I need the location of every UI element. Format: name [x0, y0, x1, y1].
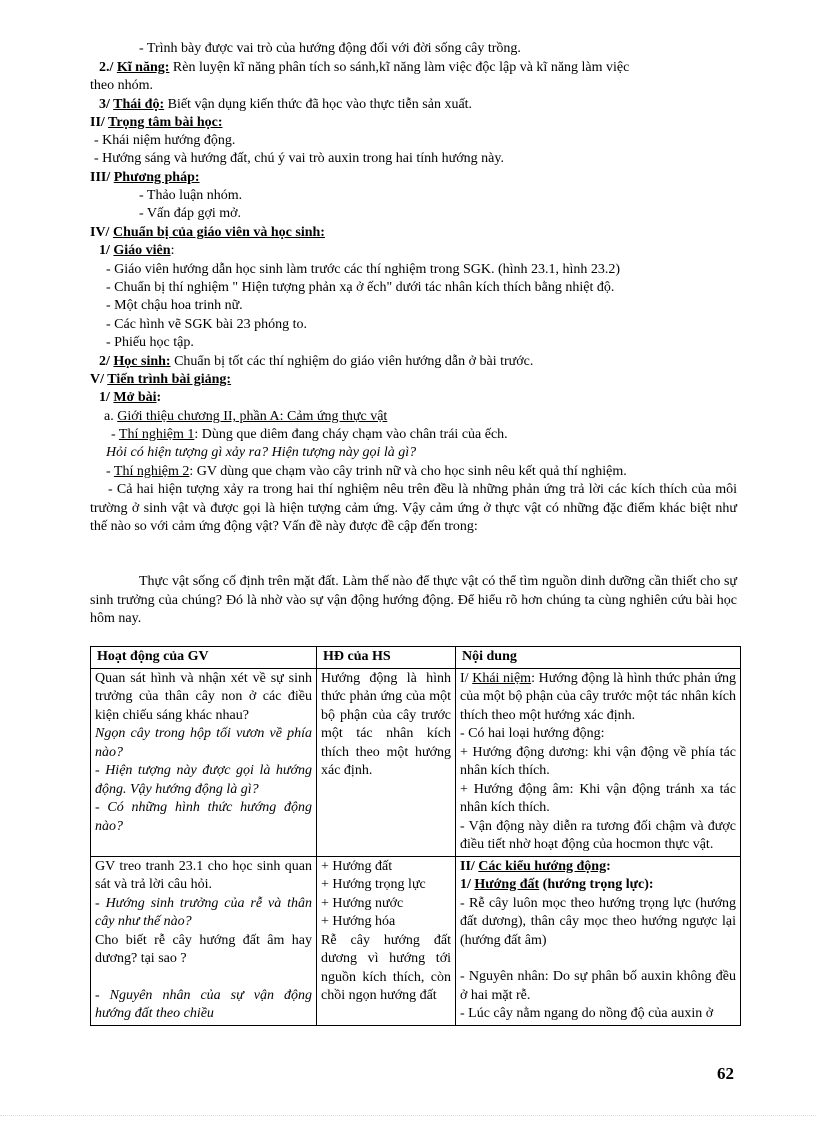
chapter-intro-line — [104, 408, 387, 426]
text: - Các hình vẽ SGK bài 23 phóng to. — [106, 317, 308, 332]
cell-question: - Hướng sinh trưởng của rễ và thân cây như thế nào? — [95, 895, 312, 929]
text: - Chuẩn bị thí nghiệm " Hiện tượng phản xạ ở ếch" dưới tác nhân kích thích bằng nhiệt độ. — [106, 280, 615, 295]
list-item — [106, 297, 243, 315]
number: V/ — [90, 372, 108, 387]
list-item — [106, 261, 620, 279]
list-item — [94, 150, 504, 168]
text: - Khái niệm hướng động. — [94, 133, 236, 148]
label: Thí nghiệm 2 — [113, 464, 190, 479]
cell-text: - Rễ cây luôn mọc theo hướng trọng lực (hướng đất dương), thân cây mọc theo hướng ngược lại (hướng đất âm) — [460, 895, 736, 948]
text: Rèn luyện kĩ năng phân tích so sánh,kĩ năng làm việc độc lập và kĩ năng làm việc — [169, 60, 630, 75]
text: : GV dùng que chạm vào cây trinh nữ và cho học sinh nêu kết quả thí nghiệm. — [189, 464, 627, 479]
text: Giới thiệu chương II, phần A: Cảm ứng thực vật — [117, 409, 388, 424]
text: Biết vận dụng kiến thức đã học vào thực tiễn sản xuất. — [164, 97, 473, 112]
number: 3/ — [99, 97, 114, 112]
cell-text: - Vận động này diễn ra tương đối chậm và được điều tiết nhờ hoạt động của hocmon thực vật. — [460, 818, 736, 852]
text: - Thảo luận nhóm. — [139, 188, 243, 203]
student-cell — [317, 668, 456, 856]
heading: Tiến trình bài giảng: — [107, 372, 232, 387]
cell-text: + Hướng động âm: Khi vận động tránh xa tác nhân kích thích. — [460, 781, 736, 815]
cell-text: GV treo tranh 23.1 cho học sinh quan sát và trả lời câu hỏi. — [95, 858, 312, 892]
lesson-paragraph: Thực vật sống cố định trên mặt đất. Làm thế nào để thực vật có thể tìm nguồn dinh dưỡng cần thiết cho sự sinh trưởng của chúng? Đó là nhờ vào sự vận động hướng động. Để hiểu rõ hơn chúng ta cùng nghiên cứu bài học hôm nay. — [90, 574, 737, 626]
teacher-cell — [91, 856, 317, 1025]
section-v-heading — [90, 371, 231, 389]
number: 1/ — [99, 390, 114, 405]
number: IV/ — [90, 225, 113, 240]
header-student-activity: HĐ của HS — [317, 647, 456, 669]
heading: Trọng tâm bài học: — [108, 115, 223, 130]
attitude-line — [99, 96, 472, 114]
cell-question: - Có những hình thức hướng động nào? — [95, 800, 312, 834]
list-item — [94, 132, 235, 150]
colon: : — [156, 390, 162, 405]
teacher-cell — [91, 668, 317, 856]
page-number: 62 — [717, 1064, 734, 1083]
list-item — [106, 316, 307, 334]
number: II/ — [460, 858, 479, 874]
cell-question: - Nguyên nhân của sự vận động hướng đất theo chiều — [95, 987, 312, 1021]
number: II/ — [90, 115, 109, 130]
table-header-row — [91, 647, 741, 669]
number: 1/ — [99, 243, 114, 258]
number: 2/ — [99, 354, 114, 369]
text: : Dùng que diêm đang cháy chạm vào chân trái của ếch. — [194, 427, 508, 442]
letter: a. — [104, 409, 118, 424]
objective-line — [139, 40, 521, 58]
text: - Phiếu học tập. — [106, 335, 194, 350]
label: Khái niệm — [472, 670, 532, 686]
intro-paragraph: - Cả hai hiện tượng xảy ra trong hai thí nghiệm nêu trên đều là những phản ứng trả lời các kích thích của môi trường ở sinh vật và được gọi là hiện tượng cảm ứng. Vậy cảm ứng ở thực vật có những đặc điểm khác biệt như thế nào so với cảm ứng động vật? Vấn đề này được đề cập đến trong: — [90, 482, 737, 534]
text: - Hướng sáng và hướng đất, chú ý vai trò auxin trong hai tính hướng này. — [94, 151, 504, 166]
label: Học sinh: — [113, 354, 171, 369]
colon: : — [170, 243, 175, 258]
list-item — [106, 334, 194, 352]
header-teacher-activity: Hoạt động của GV — [91, 647, 317, 669]
label: Các kiểu hướng động — [478, 858, 607, 874]
cell-text: Hướng động là hình thức phản ứng của một bộ phận của cây trước một tác nhân kích thích theo một hướng xác định. — [321, 670, 451, 778]
label: Giáo viên — [113, 243, 171, 258]
cell-text: Cho biết rễ cây hướng đất âm hay dương? tại sao ? — [95, 932, 312, 966]
lesson-table — [90, 646, 741, 1026]
number: III/ — [90, 170, 114, 185]
section-ii-heading — [90, 114, 223, 132]
heading: Phương pháp: — [113, 170, 200, 185]
cell-question: - Hiện tượng này được gọi là hướng động. Vậy hướng động là gì? — [95, 763, 312, 797]
cell-text: Quan sát hình và nhận xét về sự sinh trưởng của thân cây non ở các điều kiện chiếu sáng khác nhau? — [95, 670, 312, 723]
section-iv-heading — [90, 224, 325, 242]
skills-heading-line — [99, 59, 629, 77]
list-item — [139, 205, 241, 223]
student-cell — [317, 856, 456, 1025]
cell-text: + Hướng động dương: khi vận động về phía tác nhân kích thích. — [460, 744, 736, 778]
student-line — [99, 353, 533, 371]
label: Thí nghiệm 1 — [118, 427, 195, 442]
cell-text: - Nguyên nhân: Do sự phân bố auxin không đều ở hai mặt rễ. — [460, 969, 736, 1003]
content-cell — [456, 856, 741, 1025]
colon: : — [606, 858, 611, 874]
teacher-heading — [99, 242, 174, 260]
list-item — [106, 279, 614, 297]
question-line — [106, 444, 416, 462]
cell-text: - Lúc cây nằm ngang do nồng độ của auxin ở — [460, 1006, 714, 1021]
dash: - — [111, 427, 119, 442]
text: Hỏi có hiện tượng gì xảy ra? Hiện tượng này gọi là gì? — [106, 445, 417, 460]
dash: - — [106, 464, 114, 479]
intro-heading — [99, 389, 161, 407]
number: 2./ — [99, 60, 117, 75]
cell-text: (hướng trọng lực): — [539, 877, 654, 892]
cell-text: + Hướng hóa — [321, 914, 396, 929]
label: Thái độ: — [113, 97, 165, 112]
text: - Trình bày được vai trò của hướng động đối với đời sống cây trồng. — [139, 41, 521, 56]
cell-text: - Có hai loại hướng động: — [460, 726, 605, 741]
section-iii-heading — [90, 169, 200, 187]
list-item — [139, 187, 242, 205]
table-row — [91, 668, 741, 856]
number: 1/ — [460, 877, 475, 892]
cell-text: Rễ cây hướng đất dương vì hướng tới nguồn kích thích, còn chồi ngọn hướng đất — [321, 932, 451, 1003]
cell-text: : Hướng động là hình thức phản ứng của một bộ phận của cây trước một tác nhân kích thích theo một hướng xác định. — [460, 670, 737, 723]
text: - Vấn đáp gợi mở. — [139, 206, 242, 221]
label: Kĩ năng: — [116, 60, 170, 75]
content-cell — [456, 668, 741, 856]
header-content: Nội dung — [456, 647, 741, 669]
skills-continuation — [90, 77, 153, 95]
label: Hướng đất — [474, 877, 540, 892]
cell-text: + Hướng trọng lực — [321, 877, 426, 892]
text: - Một chậu hoa trinh nữ. — [106, 298, 243, 313]
heading: Chuẩn bị của giáo viên và học sinh: — [112, 225, 325, 240]
text: theo nhóm. — [90, 78, 153, 93]
page-divider — [0, 1115, 816, 1116]
experiment-2-line — [106, 463, 627, 481]
cell-question: Ngọn cây trong hộp tối vươn về phía nào? — [95, 726, 312, 760]
text: Chuẩn bị tốt các thí nghiệm do giáo viên hướng dẫn ở bài trước. — [170, 354, 534, 369]
number: I/ — [460, 670, 473, 686]
label: Mở bài — [113, 390, 157, 405]
experiment-1-line — [111, 426, 508, 444]
text: - Giáo viên hướng dẫn học sinh làm trước các thí nghiệm trong SGK. (hình 23.1, hình 23.2) — [106, 262, 621, 277]
table-row — [91, 856, 741, 1025]
cell-text: + Hướng nước — [321, 895, 404, 911]
cell-text: + Hướng đất — [321, 858, 393, 874]
